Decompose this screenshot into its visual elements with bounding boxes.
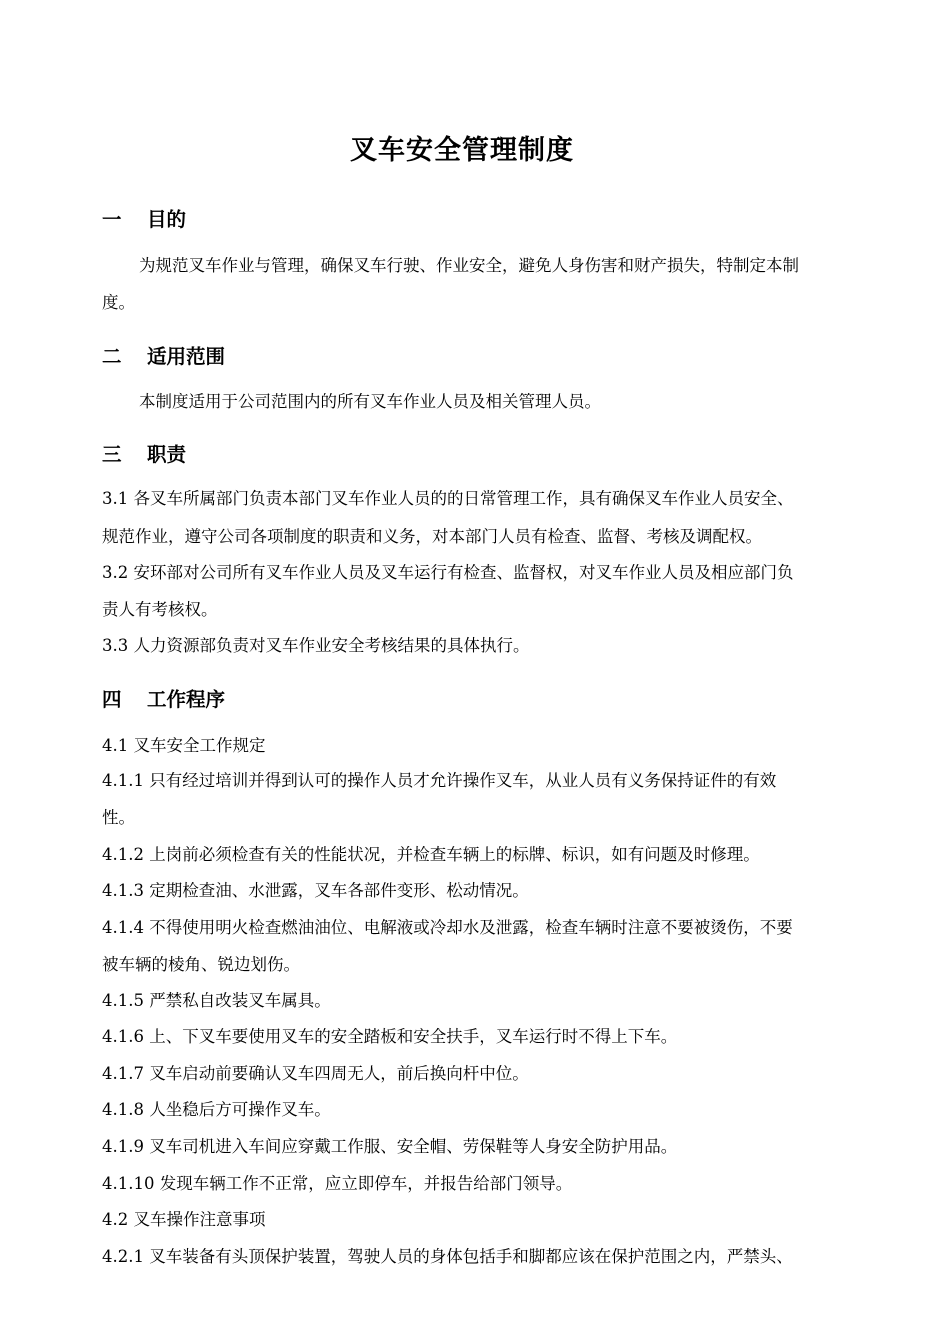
section-heading-purpose bbox=[102, 204, 186, 232]
section-number: 二 bbox=[102, 345, 122, 368]
paragraph-line: 3.3 人力资源部负责对叉车作业安全考核结果的具体执行。 bbox=[102, 636, 530, 655]
paragraph-line: 3.2 安环部对公司所有叉车作业人员及叉车运行有检查、监督权，对叉车作业人员及相应部门负 bbox=[102, 563, 794, 582]
paragraph-line: 4.1.7 叉车启动前要确认叉车四周无人，前后换向杆中位。 bbox=[102, 1064, 529, 1083]
paragraph-line: 为规范叉车作业与管理，确保叉车行驶、作业安全，避免人身伤害和财产损失，特制定本制 bbox=[139, 256, 799, 275]
document-title: 叉车安全管理制度 bbox=[350, 135, 574, 166]
paragraph-line: 4.1.5 严禁私自改装叉车属具。 bbox=[102, 991, 331, 1010]
paragraph-line: 规范作业，遵守公司各项制度的职责和义务，对本部门人员有检查、监督、考核及调配权。 bbox=[102, 527, 762, 546]
section-heading-duties bbox=[102, 439, 186, 467]
section-number: 三 bbox=[102, 443, 122, 466]
paragraph-line: 4.1.6 上、下叉车要使用叉车的安全踏板和安全扶手，叉车运行时不得上下车。 bbox=[102, 1027, 678, 1046]
paragraph-line: 3.1 各叉车所属部门负责本部门叉车作业人员的的日常管理工作，具有确保叉车作业人员安全、 bbox=[102, 489, 794, 508]
paragraph-line: 4.1.4 不得使用明火检查燃油油位、电解液或冷却水及泄露，检查车辆时注意不要被烫伤，不要 bbox=[102, 918, 793, 937]
paragraph-line: 本制度适用于公司范围内的所有叉车作业人员及相关管理人员。 bbox=[139, 392, 601, 411]
paragraph-line: 4.2.1 叉车装备有头顶保护装置，驾驶人员的身体包括手和脚都应该在保护范围之内，严禁头、 bbox=[102, 1247, 793, 1266]
paragraph-line: 4.1.10 发现车辆工作不正常，应立即停车，并报告给部门领导。 bbox=[102, 1174, 573, 1193]
paragraph-line: 责人有考核权。 bbox=[102, 600, 218, 619]
paragraph-line: 4.1.1 只有经过培训并得到认可的操作人员才允许操作叉车，从业人员有义务保持证件的有效 bbox=[102, 771, 777, 790]
section-heading-procedure bbox=[102, 684, 225, 712]
section-title: 目的 bbox=[147, 208, 187, 231]
section-title: 适用范围 bbox=[147, 345, 226, 368]
paragraph-line: 4.1.8 人坐稳后方可操作叉车。 bbox=[102, 1100, 331, 1119]
paragraph-line: 被车辆的棱角、锐边划伤。 bbox=[102, 955, 300, 974]
paragraph-line: 4.2 叉车操作注意事项 bbox=[102, 1210, 266, 1229]
paragraph-line: 4.1.9 叉车司机进入车间应穿戴工作服、安全帽、劳保鞋等人身安全防护用品。 bbox=[102, 1137, 678, 1156]
paragraph-line: 4.1.2 上岗前必须检查有关的性能状况，并检查车辆上的标牌、标识，如有问题及时修理。 bbox=[102, 845, 760, 864]
section-heading-scope bbox=[102, 341, 225, 369]
section-title: 工作程序 bbox=[147, 688, 226, 711]
section-number: 一 bbox=[102, 208, 122, 231]
section-number: 四 bbox=[102, 688, 122, 711]
paragraph-line: 4.1 叉车安全工作规定 bbox=[102, 736, 266, 755]
paragraph-line: 4.1.3 定期检查油、水泄露，叉车各部件变形、松动情况。 bbox=[102, 881, 529, 900]
section-title: 职责 bbox=[147, 443, 187, 466]
paragraph-line: 度。 bbox=[102, 293, 135, 312]
paragraph-line: 性。 bbox=[102, 808, 135, 827]
